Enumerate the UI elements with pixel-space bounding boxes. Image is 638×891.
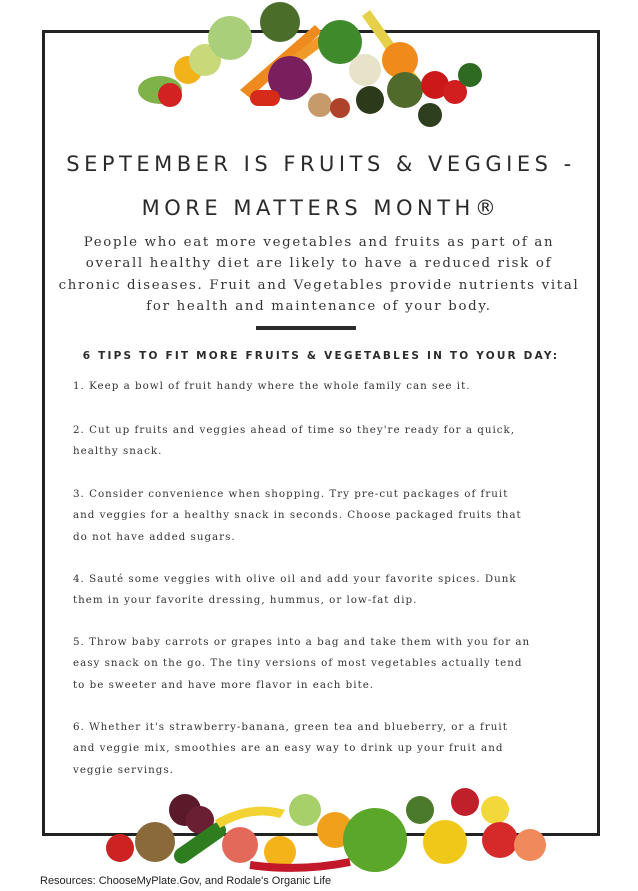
vegetable-pile-icon <box>130 0 490 130</box>
tip-item: 1. Keep a bowl of fruit handy where the whole family can see it. <box>73 380 471 392</box>
divider <box>256 326 356 330</box>
tip-item: 2. Cut up fruits and veggies ahead of time so they're ready for a quick, healthy snack. <box>73 424 516 458</box>
tips-heading: 6 TIPS TO FIT MORE FRUITS & VEGETABLES IN TO YOUR DAY: <box>82 350 560 362</box>
intro-paragraph: People who eat more vegetables and fruits as part of an overall healthy diet are likely to have a reduced risk of chronic diseases. Fruit and Vegetables provide nutrients vital for health and maintenance of your body. <box>58 235 580 314</box>
tip-item: 6. Whether it's strawberry-banana, green tea and blueberry, or a fruit and veggie mix, smoothies are an easy way to drink up your fruit and veggie servings. <box>73 721 508 776</box>
tip-item: 4. Sauté some veggies with olive oil and add your favorite spices. Dunk them in your favorite dressing, hummus, or low-fat dip. <box>73 573 517 607</box>
tip-item: 3. Consider convenience when shopping. Try pre-cut packages of fruit and veggies for a healthy snack in seconds. Choose packaged fruits that do not have added sugars. <box>73 488 522 543</box>
page-title-line1: SEPTEMBER IS FRUITS & VEGGIES - <box>66 152 576 176</box>
page-title-line2: MORE MATTERS MONTH® <box>141 196 501 220</box>
fruit-pile-icon <box>100 780 550 880</box>
tip-item: 5. Throw baby carrots or grapes into a bag and take them with you for an easy snack on the go. The tiny versions of most vegetables actually tend to be sweeter and have more flavor in each bite. <box>73 636 531 691</box>
footer-resources: Resources: ChooseMyPlate.Gov, and Rodale's Organic Life <box>40 875 332 887</box>
